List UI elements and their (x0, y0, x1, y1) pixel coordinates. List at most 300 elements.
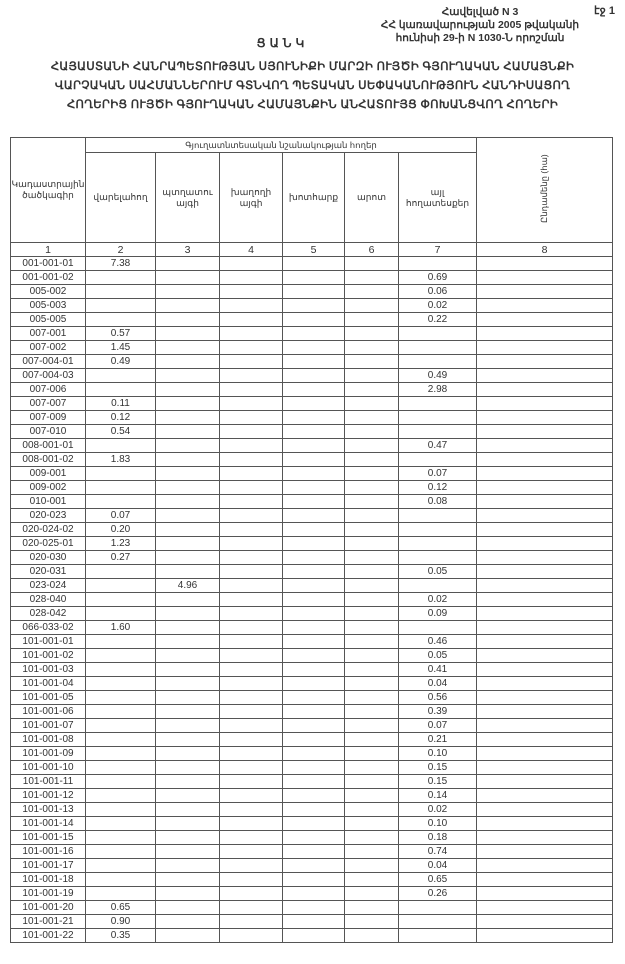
area-cell: 0.02 (399, 803, 477, 817)
area-cell (156, 327, 220, 341)
area-cell: 0.49 (86, 355, 156, 369)
area-cell (86, 677, 156, 691)
area-cell (156, 411, 220, 425)
area-cell (220, 271, 283, 285)
table-row (11, 313, 613, 327)
area-cell (86, 649, 156, 663)
area-cell (220, 341, 283, 355)
area-cell (477, 621, 613, 635)
area-cell (283, 621, 345, 635)
area-cell (477, 831, 613, 845)
area-cell (220, 901, 283, 915)
document-title (0, 58, 625, 115)
area-cell (156, 537, 220, 551)
cadastral-code-cell: 001-001-02 (11, 271, 86, 285)
area-cell (477, 579, 613, 593)
area-cell (86, 817, 156, 831)
area-cell (283, 747, 345, 761)
area-cell: 1.45 (86, 341, 156, 355)
area-cell (345, 901, 399, 915)
area-cell (220, 397, 283, 411)
area-cell (477, 397, 613, 411)
area-cell (156, 845, 220, 859)
area-cell (86, 607, 156, 621)
area-cell (86, 859, 156, 873)
header-vineyard: խաղողի այգի (220, 153, 283, 243)
area-cell (86, 705, 156, 719)
area-cell (283, 831, 345, 845)
area-cell: 0.05 (399, 649, 477, 663)
area-cell (86, 747, 156, 761)
area-cell: 0.41 (399, 663, 477, 677)
area-cell (477, 425, 613, 439)
area-cell (283, 453, 345, 467)
area-cell (399, 257, 477, 271)
area-cell (477, 761, 613, 775)
area-cell (220, 719, 283, 733)
table-row (11, 467, 613, 481)
annex-line-3: հունիսի 29-ի N 1030-Ն որոշման (395, 32, 565, 44)
cadastral-code-cell: 101-001-20 (11, 901, 86, 915)
cadastral-code-cell: 101-001-07 (11, 719, 86, 733)
area-cell (345, 453, 399, 467)
area-cell (220, 621, 283, 635)
table-row (11, 635, 613, 649)
area-cell (156, 551, 220, 565)
table-row (11, 593, 613, 607)
table-row (11, 873, 613, 887)
area-cell (220, 579, 283, 593)
area-cell (156, 607, 220, 621)
cadastral-code-cell: 020-023 (11, 509, 86, 523)
area-cell (477, 817, 613, 831)
table-row (11, 691, 613, 705)
area-cell (156, 453, 220, 467)
area-cell: 0.11 (86, 397, 156, 411)
table-row (11, 397, 613, 411)
area-cell (283, 439, 345, 453)
area-cell (220, 523, 283, 537)
cadastral-code-cell: 009-001 (11, 467, 86, 481)
area-cell (220, 593, 283, 607)
area-cell (283, 845, 345, 859)
area-cell (220, 691, 283, 705)
cadastral-code-cell: 007-004-03 (11, 369, 86, 383)
header-arable: վարելահող (86, 153, 156, 243)
area-cell (345, 579, 399, 593)
area-cell: 0.10 (399, 817, 477, 831)
area-cell (156, 383, 220, 397)
table-row (11, 551, 613, 565)
area-cell (345, 677, 399, 691)
area-cell (399, 915, 477, 929)
area-cell (220, 369, 283, 383)
area-cell (283, 425, 345, 439)
area-cell (86, 887, 156, 901)
area-cell (345, 593, 399, 607)
area-cell: 0.74 (399, 845, 477, 859)
area-cell (283, 299, 345, 313)
area-cell (477, 859, 613, 873)
area-cell (86, 691, 156, 705)
table-row (11, 901, 613, 915)
area-cell (86, 845, 156, 859)
table-row (11, 663, 613, 677)
area-cell: 4.96 (156, 579, 220, 593)
table-row (11, 299, 613, 313)
cadastral-code-cell: 101-001-02 (11, 649, 86, 663)
table-row (11, 747, 613, 761)
area-cell (283, 537, 345, 551)
cadastral-code-cell: 101-001-18 (11, 873, 86, 887)
area-cell (477, 803, 613, 817)
area-cell (477, 509, 613, 523)
area-cell (399, 509, 477, 523)
cadastral-code-cell: 005-003 (11, 299, 86, 313)
area-cell (86, 593, 156, 607)
area-cell: 0.20 (86, 523, 156, 537)
area-cell (156, 621, 220, 635)
cadastral-code-cell: 101-001-19 (11, 887, 86, 901)
area-cell (345, 327, 399, 341)
table-row (11, 677, 613, 691)
area-cell: 0.21 (399, 733, 477, 747)
area-cell (283, 901, 345, 915)
area-cell: 0.27 (86, 551, 156, 565)
area-cell (477, 733, 613, 747)
area-cell (345, 859, 399, 873)
cadastral-code-cell: 007-002 (11, 341, 86, 355)
area-cell: 0.18 (399, 831, 477, 845)
column-number: 1 (11, 243, 86, 257)
area-cell (345, 817, 399, 831)
area-cell: 0.12 (399, 481, 477, 495)
area-cell (477, 285, 613, 299)
table-row (11, 831, 613, 845)
land-table (10, 137, 613, 943)
area-cell (399, 621, 477, 635)
cadastral-code-cell: 009-002 (11, 481, 86, 495)
area-cell (477, 327, 613, 341)
area-cell (345, 775, 399, 789)
annex-line-2: ՀՀ կառավարության 2005 թվականի (380, 19, 580, 31)
area-cell (86, 467, 156, 481)
area-cell (345, 607, 399, 621)
area-cell (283, 565, 345, 579)
column-number: 3 (156, 243, 220, 257)
title-line-2: ՎԱՐՉԱԿԱՆ ՍԱՀՄԱՆՆԵՐՈՒՄ ԳՏՆՎՈՂ ՊԵՏԱԿԱՆ ՍԵՓԱԿԱՆՈՒԹՅՈՒՆ ՀԱՆԴԻՍԱՑՈՂ (54, 80, 571, 92)
area-cell (220, 509, 283, 523)
area-cell (283, 467, 345, 481)
area-cell (345, 495, 399, 509)
area-cell (477, 789, 613, 803)
area-cell (283, 733, 345, 747)
area-cell (220, 495, 283, 509)
area-cell (477, 565, 613, 579)
column-number: 2 (86, 243, 156, 257)
area-cell (345, 285, 399, 299)
area-cell (220, 565, 283, 579)
table-row (11, 481, 613, 495)
area-cell: 0.04 (399, 677, 477, 691)
cadastral-code-cell: 001-001-01 (11, 257, 86, 271)
area-cell (345, 761, 399, 775)
area-cell (399, 355, 477, 369)
area-cell: 0.07 (399, 719, 477, 733)
area-cell (86, 299, 156, 313)
area-cell (345, 803, 399, 817)
cadastral-code-cell: 101-001-05 (11, 691, 86, 705)
area-cell (156, 775, 220, 789)
area-cell (156, 831, 220, 845)
area-cell (156, 733, 220, 747)
area-cell (283, 523, 345, 537)
area-cell (345, 313, 399, 327)
page-number: էջ 1 (594, 5, 615, 17)
area-cell (220, 915, 283, 929)
area-cell: 0.05 (399, 565, 477, 579)
area-cell (283, 593, 345, 607)
area-cell: 0.69 (399, 271, 477, 285)
table-row (11, 887, 613, 901)
area-cell: 0.10 (399, 747, 477, 761)
area-cell (156, 663, 220, 677)
cadastral-code-cell: 007-010 (11, 425, 86, 439)
table-row (11, 579, 613, 593)
header-other-land: այլ հողատեսքեր (399, 153, 477, 243)
area-cell (477, 383, 613, 397)
area-cell (283, 761, 345, 775)
area-cell (399, 411, 477, 425)
column-number: 8 (477, 243, 613, 257)
area-cell (86, 495, 156, 509)
area-cell (477, 845, 613, 859)
area-cell (220, 411, 283, 425)
cadastral-code-cell: 020-030 (11, 551, 86, 565)
area-cell (283, 271, 345, 285)
area-cell (156, 467, 220, 481)
area-cell (477, 481, 613, 495)
area-cell (477, 313, 613, 327)
column-number: 5 (283, 243, 345, 257)
area-cell (156, 355, 220, 369)
area-cell (345, 355, 399, 369)
area-cell (86, 635, 156, 649)
cadastral-code-cell: 101-001-16 (11, 845, 86, 859)
area-cell (345, 299, 399, 313)
area-cell: 0.06 (399, 285, 477, 299)
area-cell (86, 873, 156, 887)
area-cell (477, 705, 613, 719)
table-row (11, 621, 613, 635)
cadastral-code-cell: 007-004-01 (11, 355, 86, 369)
area-cell (477, 873, 613, 887)
cadastral-code-cell: 020-024-02 (11, 523, 86, 537)
area-cell (220, 453, 283, 467)
area-cell: 0.15 (399, 761, 477, 775)
area-cell (156, 523, 220, 537)
table-row (11, 845, 613, 859)
annex-line-1: Հավելված N 3 (441, 6, 519, 18)
area-cell (220, 705, 283, 719)
area-cell (220, 635, 283, 649)
table-row (11, 453, 613, 467)
area-cell (220, 747, 283, 761)
area-cell (345, 621, 399, 635)
area-cell: 0.56 (399, 691, 477, 705)
cadastral-code-cell: 101-001-13 (11, 803, 86, 817)
area-cell (156, 901, 220, 915)
area-cell (220, 285, 283, 299)
area-cell (283, 579, 345, 593)
table-row (11, 803, 613, 817)
area-cell: 0.54 (86, 425, 156, 439)
area-cell (345, 341, 399, 355)
area-cell (283, 663, 345, 677)
area-cell (220, 257, 283, 271)
area-cell (283, 887, 345, 901)
area-cell: 0.49 (399, 369, 477, 383)
area-cell (156, 887, 220, 901)
area-cell (345, 719, 399, 733)
area-cell (283, 873, 345, 887)
area-cell (220, 929, 283, 943)
table-row (11, 495, 613, 509)
area-cell (156, 747, 220, 761)
area-cell (283, 635, 345, 649)
area-cell (283, 383, 345, 397)
area-cell (220, 299, 283, 313)
area-cell: 2.98 (399, 383, 477, 397)
area-cell (477, 719, 613, 733)
cadastral-code-cell: 101-001-01 (11, 635, 86, 649)
area-cell (477, 271, 613, 285)
area-cell (283, 355, 345, 369)
area-cell (86, 733, 156, 747)
area-cell (283, 719, 345, 733)
area-cell (86, 663, 156, 677)
area-cell (220, 439, 283, 453)
cadastral-code-cell: 028-040 (11, 593, 86, 607)
table-row (11, 355, 613, 369)
area-cell (345, 663, 399, 677)
area-cell (399, 425, 477, 439)
area-cell (220, 649, 283, 663)
table-row (11, 859, 613, 873)
table-row (11, 733, 613, 747)
area-cell (345, 271, 399, 285)
area-cell (283, 481, 345, 495)
area-cell: 0.02 (399, 593, 477, 607)
cadastral-code-cell: 101-001-03 (11, 663, 86, 677)
area-cell (345, 537, 399, 551)
area-cell (477, 663, 613, 677)
table-row (11, 719, 613, 733)
area-cell (283, 691, 345, 705)
cadastral-code-cell: 101-001-22 (11, 929, 86, 943)
column-number: 7 (399, 243, 477, 257)
area-cell: 0.39 (399, 705, 477, 719)
area-cell (345, 649, 399, 663)
area-cell (156, 859, 220, 873)
area-cell (86, 565, 156, 579)
area-cell (399, 327, 477, 341)
area-cell (220, 425, 283, 439)
area-cell (86, 761, 156, 775)
area-cell (399, 929, 477, 943)
area-cell (345, 705, 399, 719)
area-cell: 1.83 (86, 453, 156, 467)
area-cell (477, 887, 613, 901)
area-cell (477, 523, 613, 537)
area-cell (345, 747, 399, 761)
cadastral-code-cell: 005-002 (11, 285, 86, 299)
table-row (11, 817, 613, 831)
cadastral-code-cell: 066-033-02 (11, 621, 86, 635)
area-cell (477, 635, 613, 649)
cadastral-code-cell: 101-001-08 (11, 733, 86, 747)
area-cell (86, 719, 156, 733)
area-cell (345, 383, 399, 397)
area-cell (477, 747, 613, 761)
area-cell: 0.65 (86, 901, 156, 915)
area-cell (86, 271, 156, 285)
cadastral-code-cell: 007-009 (11, 411, 86, 425)
header-cadastral-code: Կադաստրային ծածկագիր (11, 138, 86, 243)
area-cell (156, 677, 220, 691)
area-cell (220, 845, 283, 859)
table-row (11, 411, 613, 425)
table-row (11, 775, 613, 789)
area-cell (283, 789, 345, 803)
area-cell (156, 915, 220, 929)
area-cell (156, 341, 220, 355)
table-row (11, 425, 613, 439)
area-cell (283, 551, 345, 565)
cadastral-code-cell: 007-006 (11, 383, 86, 397)
area-cell (220, 467, 283, 481)
cadastral-code-cell: 028-042 (11, 607, 86, 621)
cadastral-code-cell: 101-001-11 (11, 775, 86, 789)
area-cell (220, 775, 283, 789)
area-cell (345, 523, 399, 537)
area-cell (220, 887, 283, 901)
table-row (11, 649, 613, 663)
area-cell (345, 565, 399, 579)
area-cell (283, 817, 345, 831)
area-cell (156, 691, 220, 705)
area-cell (345, 635, 399, 649)
area-cell (156, 313, 220, 327)
cadastral-code-cell: 101-001-17 (11, 859, 86, 873)
list-title: ՑԱՆԿ (256, 36, 309, 50)
area-cell (220, 677, 283, 691)
area-cell (156, 299, 220, 313)
area-cell (345, 873, 399, 887)
header-total-label: Ընդամենը (հա) (539, 154, 549, 223)
area-cell (283, 859, 345, 873)
area-cell (283, 495, 345, 509)
area-cell (283, 803, 345, 817)
area-cell (477, 369, 613, 383)
area-cell (86, 439, 156, 453)
area-cell (283, 775, 345, 789)
area-cell (477, 593, 613, 607)
area-cell: 0.47 (399, 439, 477, 453)
area-cell (345, 481, 399, 495)
area-cell (477, 607, 613, 621)
area-cell (345, 425, 399, 439)
